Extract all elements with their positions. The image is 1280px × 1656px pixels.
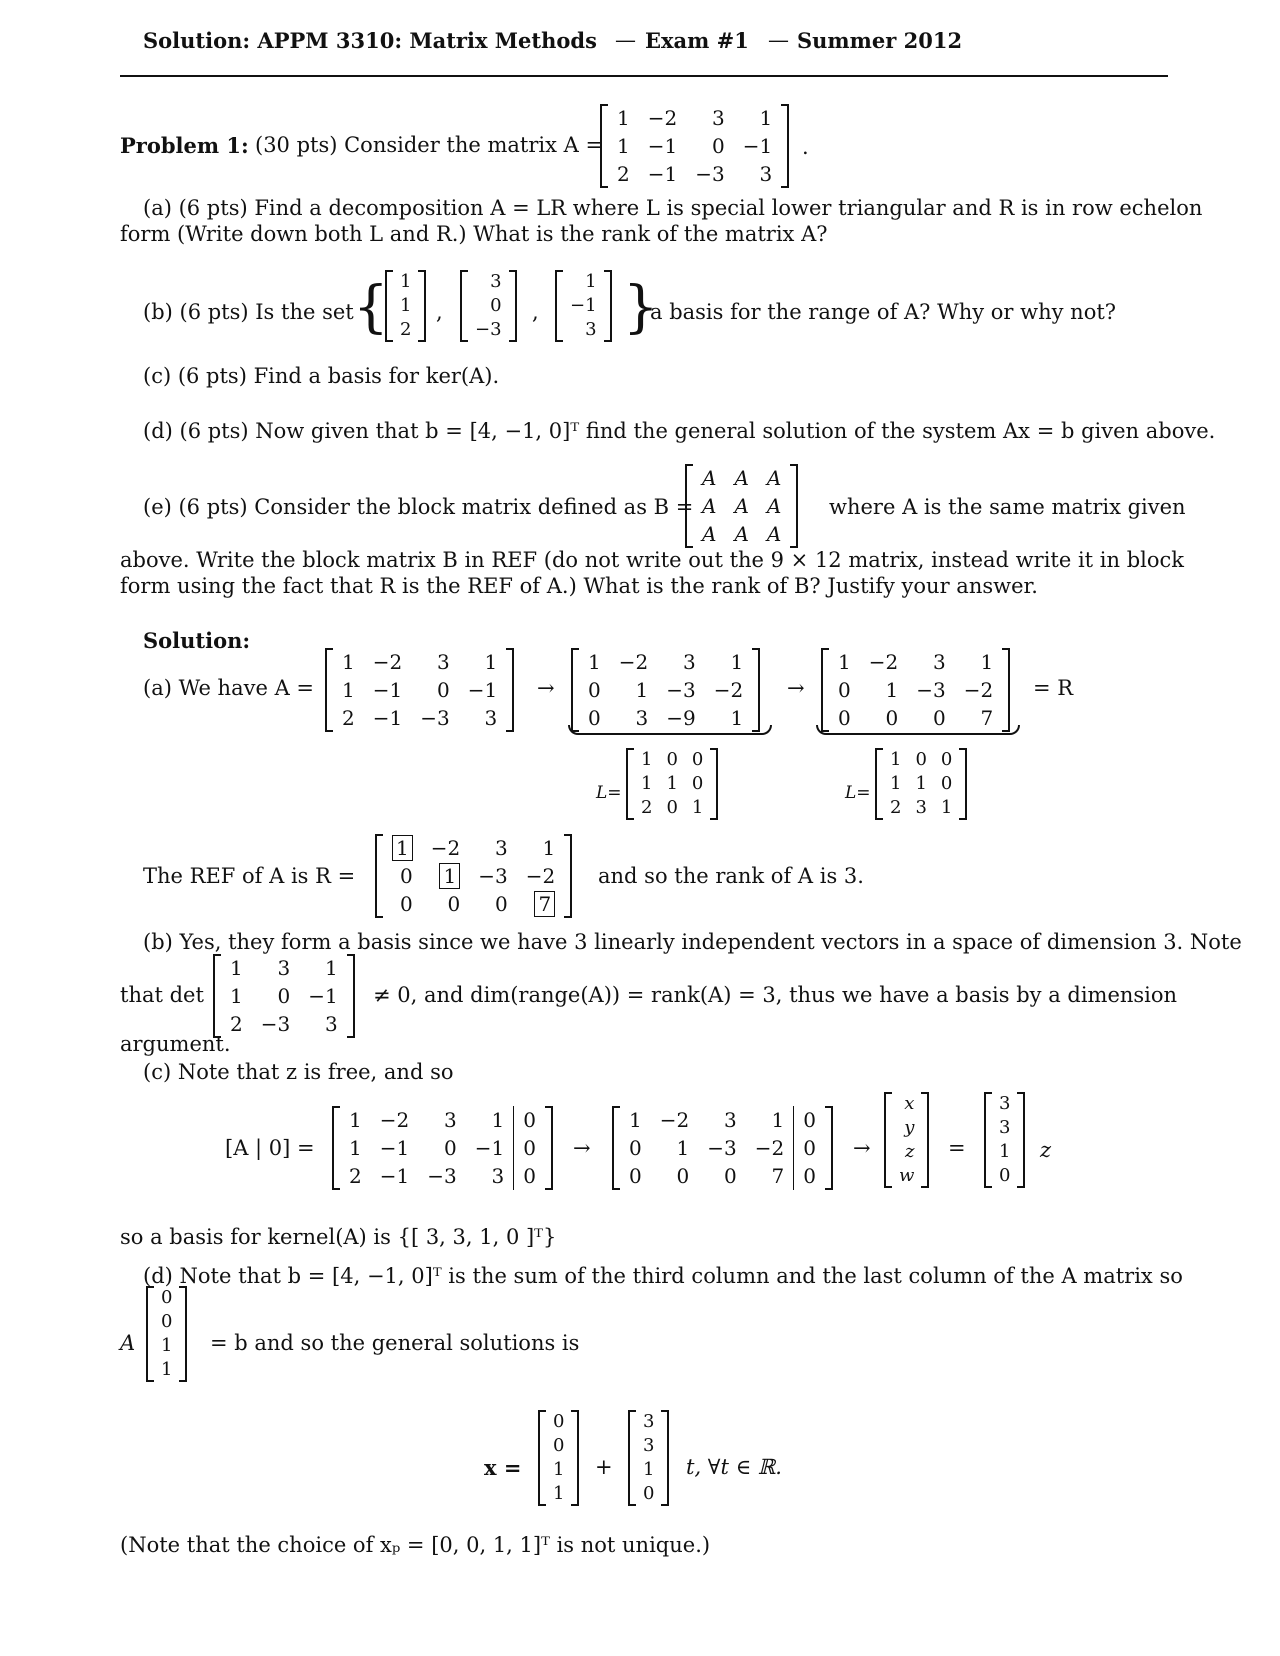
- matrix-entry: 0: [711, 134, 725, 158]
- matrix-row: [154, 1334, 179, 1358]
- matrix-entry: 1: [890, 749, 902, 770]
- pivot-box: 1: [439, 863, 460, 889]
- matrix-entry: −1: [372, 678, 403, 702]
- matrix-row: [154, 1310, 179, 1334]
- sol-a-matrix-A: [325, 648, 514, 732]
- matrix-entry: x: [904, 1093, 915, 1114]
- matrix-entry: −3: [916, 678, 946, 702]
- plus-sign: +: [595, 1455, 613, 1479]
- matrix-entry: 1: [666, 773, 678, 794]
- matrix-entry: 0: [629, 1164, 642, 1188]
- matrix-entry: A: [734, 522, 749, 546]
- matrix-entry: 2: [890, 797, 902, 818]
- matrix-entry: 0: [915, 749, 927, 770]
- part-e-suffix: where A is the same matrix given: [829, 495, 1186, 519]
- matrix-entry: −2: [618, 650, 649, 674]
- matrix-entry: 2: [400, 319, 412, 340]
- matrix-entry: −3: [475, 319, 502, 340]
- matrix-entry: 0: [932, 706, 946, 730]
- matrix-entry: 1: [980, 650, 994, 674]
- sol-c-line: (c) Note that z is free, and so: [143, 1060, 454, 1084]
- matrix-entry: 1: [641, 749, 653, 770]
- matrix-row: [693, 492, 790, 520]
- matrix-row: [221, 982, 347, 1010]
- header-title: Solution: APPM 3310: Matrix Methods: [143, 28, 597, 53]
- part-e-line2: above. Write the block matrix B in REF (do not write out the 9 × 12 matrix, instead write it in block: [120, 548, 1184, 572]
- part-a-line1: (a) (6 pts) Find a decomposition A = LR where L is special lower triangular and R is in row echelon: [143, 196, 1203, 220]
- matrix-entry: 3: [999, 1117, 1011, 1138]
- brace-2: [816, 725, 1020, 735]
- ref-matrix-R: [375, 834, 572, 918]
- pivot-box: 1: [392, 835, 413, 861]
- matrix-entry: 0: [553, 1435, 565, 1456]
- header-exam: Exam #1: [645, 28, 749, 53]
- matrix-entry: 0: [691, 773, 704, 794]
- matrix-entry: −3: [427, 1164, 457, 1188]
- ref-suffix: and so the rank of A is 3.: [598, 864, 864, 888]
- matrix-row: [546, 1482, 571, 1506]
- matrix-row: [563, 294, 604, 318]
- matrix-entry: 3: [443, 1108, 457, 1132]
- matrix-row: [829, 648, 1002, 676]
- matrix-entry: 1: [915, 773, 927, 794]
- matrix-entry: 0: [794, 1134, 825, 1162]
- matrix-row: [221, 1010, 347, 1038]
- matrix-row: [892, 1164, 921, 1188]
- sol-b-line1: (b) Yes, they form a basis since we have 3 linearly independent vectors in a space of dimension 3. Note: [143, 930, 1242, 954]
- matrix-row: [383, 890, 564, 918]
- sol-d-A: A: [120, 1331, 136, 1355]
- matrix-entry: −2: [754, 1136, 785, 1160]
- matrix-entry: 7: [771, 1164, 785, 1188]
- matrix-row: [383, 834, 564, 862]
- matrix-row: [634, 748, 710, 772]
- L-label-1: L=: [596, 783, 622, 803]
- matrix-entry: 3: [635, 706, 649, 730]
- matrix-entry: 0: [494, 892, 508, 916]
- matrix-entry: −1: [372, 706, 403, 730]
- matrix-entry: 1: [342, 678, 355, 702]
- matrix-entry: −3: [695, 162, 725, 186]
- matrix-entry: 0: [277, 984, 291, 1008]
- matrix-entry: 1: [161, 1335, 173, 1356]
- particular-vector: [538, 1410, 579, 1506]
- matrix-entry: 1: [617, 106, 630, 130]
- matrix-row: [563, 318, 604, 342]
- matrix-entry: 1: [940, 797, 953, 818]
- header-sep-1: —: [615, 28, 636, 52]
- aug-label: [A | 0] =: [225, 1136, 315, 1160]
- matrix-A-period: .: [802, 135, 809, 159]
- matrix-entry: 2: [230, 1012, 243, 1036]
- set-brace-right: }: [623, 275, 659, 340]
- matrix-row: [693, 520, 790, 548]
- matrix-row: [393, 318, 418, 342]
- matrix-entry: 0: [490, 295, 502, 316]
- matrix-entry: 0: [666, 749, 678, 770]
- matrix-entry: −9: [666, 706, 696, 730]
- set-vector-3: [555, 270, 612, 342]
- arrow-1: →: [537, 676, 555, 700]
- matrix-entry: 1: [635, 678, 649, 702]
- xyzw-vector: [884, 1092, 929, 1188]
- matrix-entry: 0: [940, 773, 953, 794]
- matrix-row: [154, 1358, 179, 1382]
- matrix-row: [634, 772, 710, 796]
- matrix-entry: 1: [885, 678, 899, 702]
- matrix-entry: 3: [759, 162, 773, 186]
- matrix-entry: 1: [553, 1483, 565, 1504]
- matrix-entry: 1: [730, 706, 744, 730]
- matrix-entry: 3: [490, 271, 502, 292]
- matrix-entry: 0: [443, 1136, 457, 1160]
- matrix-row: [333, 704, 506, 732]
- matrix-row: [608, 132, 781, 160]
- solution-heading: Solution:: [143, 628, 251, 653]
- arrow-3: →: [573, 1136, 591, 1160]
- set-vector-2: [460, 270, 517, 342]
- matrix-row: [992, 1116, 1017, 1140]
- header-term: Summer 2012: [797, 28, 963, 53]
- matrix-row: [340, 1106, 545, 1134]
- matrix-entry: 3: [436, 650, 450, 674]
- kernel-vector: [984, 1092, 1025, 1188]
- z-variable: z: [1040, 1138, 1052, 1162]
- matrix-entry: 3: [491, 1164, 505, 1188]
- set-brace-left: {: [353, 275, 389, 340]
- matrix-A: [600, 104, 789, 188]
- sol-d-line: (d) Note that b = [4, −1, 0]ᵀ is the sum of the third column and the last column of the A matrix so: [143, 1264, 1183, 1288]
- matrix-row: [992, 1140, 1017, 1164]
- matrix-entry: 0: [838, 706, 851, 730]
- part-a-line2: form (Write down both L and R.) What is the rank of the matrix A?: [120, 222, 828, 246]
- matrix-entry: 3: [932, 650, 946, 674]
- matrix-entry: 0: [161, 1287, 173, 1308]
- matrix-entry: 1: [730, 650, 744, 674]
- matrix-entry: A: [766, 494, 782, 518]
- matrix-row: [636, 1458, 661, 1482]
- matrix-row: [883, 772, 959, 796]
- matrix-entry: −1: [308, 984, 338, 1008]
- set-vector-1: [385, 270, 426, 342]
- matrix-row: [883, 796, 959, 820]
- matrix-entry: −3: [420, 706, 450, 730]
- L-matrix-2: [875, 748, 967, 820]
- matrix-row: [883, 748, 959, 772]
- matrix-entry: 2: [641, 797, 653, 818]
- matrix-entry: 0: [838, 678, 851, 702]
- matrix-entry: 1: [161, 1359, 173, 1380]
- matrix-entry: 0: [691, 749, 704, 770]
- matrix-entry: 1: [641, 773, 653, 794]
- arrow-2: →: [787, 676, 805, 700]
- matrix-entry: 0: [885, 706, 899, 730]
- matrix-row: [546, 1410, 571, 1434]
- matrix-entry: −2: [647, 106, 678, 130]
- matrix-entry: −3: [666, 678, 696, 702]
- matrix-entry: 1: [771, 1108, 785, 1132]
- matrix-row: [221, 954, 347, 982]
- problem-label: Problem 1:: [120, 133, 249, 158]
- equals-R: = R: [1033, 676, 1074, 700]
- matrix-entry: −1: [467, 678, 498, 702]
- matrix-entry: 0: [666, 797, 678, 818]
- matrix-entry: 1: [400, 271, 412, 292]
- matrix-row: [383, 862, 564, 890]
- equals-sign: =: [948, 1136, 966, 1160]
- matrix-entry: 0: [400, 864, 413, 888]
- part-d: (d) (6 pts) Now given that b = [4, −1, 0]ᵀ find the general solution of the system Ax = b given above.: [143, 419, 1216, 443]
- matrix-row: [608, 104, 781, 132]
- aug-matrix-1: [332, 1106, 553, 1190]
- part-b-prefix: (b) (6 pts) Is the set: [143, 300, 354, 324]
- matrix-entry: 0: [588, 706, 601, 730]
- sol-b-line3: argument.: [120, 1032, 231, 1056]
- matrix-row: [468, 318, 509, 342]
- matrix-row: [693, 464, 790, 492]
- matrix-entry: 1: [230, 984, 243, 1008]
- matrix-entry: −2: [868, 650, 899, 674]
- matrix-entry: 1: [585, 271, 597, 292]
- matrix-entry: −1: [379, 1136, 410, 1160]
- matrix-entry: [517, 890, 564, 918]
- aug-matrix-2: [612, 1106, 833, 1190]
- sol-b-det-suffix: ≠ 0, and dim(range(A)) = rank(A) = 3, thus we have a basis by a dimension: [373, 983, 1178, 1007]
- sol-a-prefix: (a) We have A =: [143, 676, 315, 700]
- matrix-entry: −2: [713, 678, 744, 702]
- matrix-entry: −2: [963, 678, 994, 702]
- general-x: x =: [484, 1455, 522, 1480]
- problem-lead: (30 pts) Consider the matrix A =: [255, 133, 604, 157]
- matrix-row: [620, 1106, 825, 1134]
- matrix-entry: 1: [342, 650, 355, 674]
- pivot-box: 7: [534, 891, 555, 917]
- part-b-suffix: a basis for the range of A? Why or why not?: [650, 300, 1117, 324]
- matrix-entry: 1: [230, 956, 243, 980]
- matrix-entry: 0: [436, 678, 450, 702]
- matrix-entry: 0: [514, 1134, 545, 1162]
- kernel-basis-line: so a basis for kernel(A) is {[ 3, 3, 1, 0 ]ᵀ}: [120, 1225, 557, 1249]
- matrix-entry: 1: [484, 650, 498, 674]
- matrix-entry: 0: [794, 1106, 825, 1134]
- matrix-entry: 1: [759, 106, 773, 130]
- sol-a-step2: [821, 648, 1010, 732]
- matrix-entry: 3: [494, 836, 508, 860]
- matrix-entry: 0: [588, 678, 601, 702]
- matrix-row: [340, 1134, 545, 1162]
- matrix-row: [829, 676, 1002, 704]
- matrix-row: [620, 1162, 825, 1190]
- matrix-row: [154, 1286, 179, 1310]
- matrix-entry: −1: [742, 134, 773, 158]
- matrix-entry: 3: [585, 319, 597, 340]
- matrix-entry: A: [766, 466, 782, 490]
- null-vector: [628, 1410, 669, 1506]
- matrix-entry: 0: [447, 892, 461, 916]
- matrix-entry: 0: [723, 1164, 737, 1188]
- matrix-entry: z: [904, 1141, 915, 1162]
- matrix-entry: −3: [478, 864, 508, 888]
- matrix-entry: 3: [324, 1012, 338, 1036]
- matrix-row: [579, 676, 752, 704]
- matrix-entry: [422, 862, 469, 890]
- header-sep-2: —: [768, 28, 789, 52]
- matrix-entry: A: [702, 494, 717, 518]
- matrix-row: [393, 270, 418, 294]
- matrix-entry: 1: [676, 1136, 690, 1160]
- matrix-row: [620, 1134, 825, 1162]
- matrix-row: [892, 1140, 921, 1164]
- matrix-entry: 1: [588, 650, 601, 674]
- matrix-entry: 0: [514, 1106, 545, 1134]
- matrix-entry: −1: [474, 1136, 505, 1160]
- matrix-entry: −2: [430, 836, 461, 860]
- sol-d-suffix: = b and so the general solutions is: [210, 1331, 580, 1355]
- L-matrix-1: [626, 748, 718, 820]
- matrix-row: [608, 160, 781, 188]
- matrix-row: [892, 1116, 921, 1140]
- matrix-row: [636, 1434, 661, 1458]
- matrix-entry: 1: [691, 797, 704, 818]
- matrix-row: [546, 1458, 571, 1482]
- matrix-entry: −2: [659, 1108, 690, 1132]
- matrix-entry: 1: [491, 1108, 505, 1132]
- matrix-entry: 1: [324, 956, 338, 980]
- matrix-row: [468, 270, 509, 294]
- matrix-entry: −2: [525, 864, 556, 888]
- sol-b-det-matrix: [213, 954, 355, 1038]
- matrix-row: [579, 648, 752, 676]
- matrix-entry: −1: [379, 1164, 410, 1188]
- matrix-row: [333, 648, 506, 676]
- matrix-entry: 2: [349, 1164, 362, 1188]
- arrow-4: →: [853, 1136, 871, 1160]
- matrix-entry: −1: [647, 134, 678, 158]
- matrix-entry: w: [899, 1165, 915, 1186]
- matrix-entry: −2: [372, 650, 403, 674]
- block-matrix-B: [685, 464, 798, 548]
- matrix-entry: 3: [999, 1093, 1011, 1114]
- part-c: (c) (6 pts) Find a basis for ker(A).: [143, 364, 500, 388]
- matrix-entry: 0: [514, 1162, 545, 1190]
- brace-1: [568, 725, 772, 735]
- general-suffix: t, ∀t ∈ ℝ.: [686, 1455, 782, 1479]
- matrix-row: [333, 676, 506, 704]
- set-comma-2: ,: [532, 300, 539, 324]
- matrix-entry: 0: [161, 1311, 173, 1332]
- matrix-entry: 0: [999, 1165, 1011, 1186]
- sol-b-det-prefix: that det: [120, 983, 204, 1007]
- matrix-entry: 1: [999, 1141, 1011, 1162]
- matrix-entry: 3: [915, 797, 927, 818]
- matrix-entry: 1: [890, 773, 902, 794]
- matrix-row: [393, 294, 418, 318]
- matrix-entry: 0: [553, 1411, 565, 1432]
- part-e-line3: form using the fact that R is the REF of A.) What is the rank of B? Justify your answer.: [120, 574, 1038, 598]
- ref-prefix: The REF of A is R =: [143, 864, 356, 888]
- matrix-row: [563, 270, 604, 294]
- matrix-entry: 2: [617, 162, 630, 186]
- header-rule: [120, 75, 1168, 77]
- matrix-entry: 3: [643, 1411, 655, 1432]
- matrix-entry: 1: [553, 1459, 565, 1480]
- matrix-entry: −3: [260, 1012, 291, 1036]
- matrix-entry: 1: [400, 295, 412, 316]
- matrix-row: [340, 1162, 545, 1190]
- matrix-entry: A: [766, 522, 782, 546]
- matrix-entry: 3: [711, 106, 725, 130]
- matrix-row: [992, 1092, 1017, 1116]
- matrix-entry: 1: [643, 1459, 655, 1480]
- matrix-entry: 1: [629, 1108, 642, 1132]
- matrix-entry: A: [702, 522, 717, 546]
- matrix-entry: 0: [400, 892, 413, 916]
- matrix-entry: A: [734, 466, 749, 490]
- matrix-entry: 1: [617, 134, 630, 158]
- matrix-entry: A: [702, 466, 717, 490]
- sol-d-vector: [146, 1286, 187, 1382]
- matrix-entry: 7: [980, 706, 994, 730]
- matrix-entry: 0: [940, 749, 953, 770]
- matrix-row: [892, 1092, 921, 1116]
- matrix-entry: 3: [277, 956, 291, 980]
- matrix-entry: −3: [707, 1136, 737, 1160]
- sol-a-step1: [571, 648, 760, 732]
- matrix-entry: 2: [342, 706, 355, 730]
- matrix-entry: 1: [349, 1108, 362, 1132]
- matrix-entry: 0: [676, 1164, 690, 1188]
- matrix-entry: 0: [794, 1162, 825, 1190]
- matrix-entry: y: [904, 1117, 915, 1138]
- matrix-entry: 0: [629, 1136, 642, 1160]
- L-label-2: L=: [845, 783, 871, 803]
- matrix-row: [636, 1410, 661, 1434]
- matrix-entry: 1: [838, 650, 851, 674]
- matrix-row: [546, 1434, 571, 1458]
- matrix-entry: [383, 834, 422, 862]
- matrix-row: [992, 1164, 1017, 1188]
- matrix-entry: 1: [542, 836, 556, 860]
- matrix-row: [634, 796, 710, 820]
- matrix-entry: −2: [379, 1108, 410, 1132]
- matrix-entry: 3: [643, 1435, 655, 1456]
- matrix-entry: 0: [643, 1483, 655, 1504]
- matrix-row: [468, 294, 509, 318]
- matrix-entry: 1: [349, 1136, 362, 1160]
- set-comma-1: ,: [436, 300, 443, 324]
- final-note: (Note that the choice of xₚ = [0, 0, 1, 1]ᵀ is not unique.): [120, 1533, 711, 1557]
- matrix-row: [636, 1482, 661, 1506]
- matrix-entry: 3: [723, 1108, 737, 1132]
- matrix-entry: 3: [682, 650, 696, 674]
- matrix-entry: A: [734, 494, 749, 518]
- part-e-prefix: (e) (6 pts) Consider the block matrix defined as B =: [143, 495, 694, 519]
- matrix-entry: −1: [570, 295, 597, 316]
- matrix-entry: 3: [484, 706, 498, 730]
- matrix-entry: −1: [647, 162, 678, 186]
